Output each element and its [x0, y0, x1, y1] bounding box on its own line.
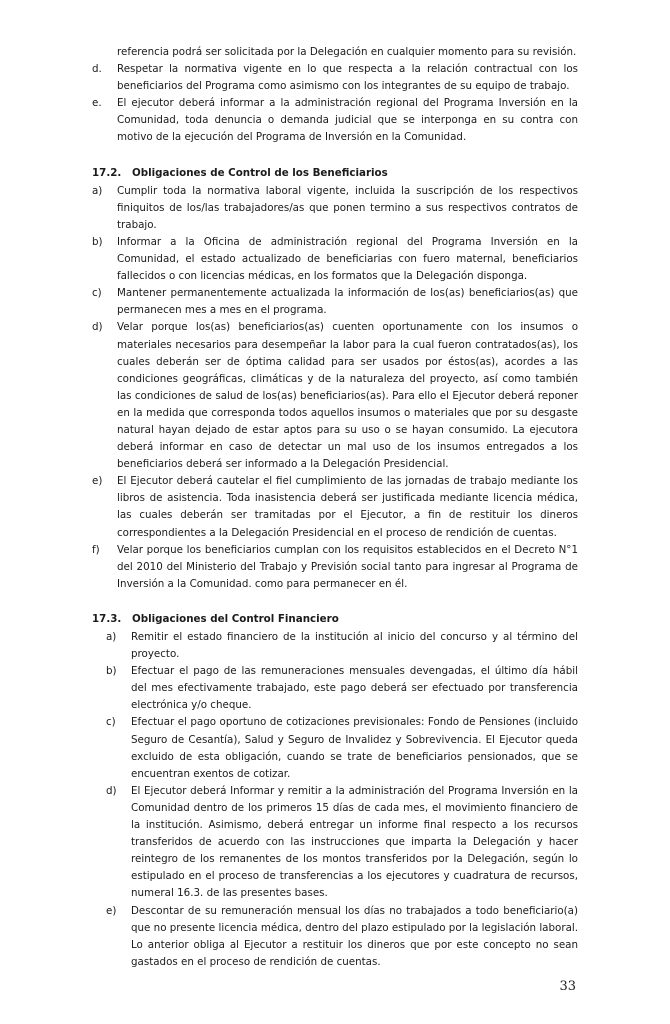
section-number: 17.2.	[92, 166, 122, 179]
list-item	[92, 319, 578, 473]
list-marker: d)	[106, 784, 117, 797]
section-heading-17-2	[92, 165, 578, 182]
list-item-text: Efectuar el pago oportuno de cotizaciones previsionales: Fondo de Pensiones (incluido Seguro de Cesantía), Salud y Seguro de Invalidez y Sobrevivencia. El Ejecutor queda excluido de esta obligación, cuando se trate de beneficiarios pensionados, que se encuentran exentos de cotizar.	[131, 716, 578, 780]
list-marker: b)	[106, 665, 117, 678]
section-title: Obligaciones de Control de los Beneficiarios	[132, 166, 388, 179]
section-number: 17.3.	[92, 612, 122, 625]
list-item	[92, 95, 578, 146]
list-item-text: Velar porque los(as) beneficiarios(as) cuenten oportunamente con los insumos o materiales necesarios para desempeñar la labor para la cual fueron contratados(as), los cuales deberán ser de óptima calidad para ser usados por éstos(as), acordes a las condiciones geográficas, climáticas y de la naturaleza del proyecto, así como también las condiciones de salud de los(as) beneficiarios(as). Para ello el Ejecutor deberá reponer en la medida que corresponda todos aquellos insumos o materiales que por su desgaste natural hayan dejado de estar aptos para su uso o se hayan consumido. La ejecutora deberá informar en caso de detectar un mal uso de los insumos entregados a los beneficiarios deberá ser informado a la Delegación Presidencial.	[117, 321, 578, 471]
list-marker: e.	[92, 97, 102, 110]
list-item	[106, 903, 578, 971]
list-item-text: Descontar de su remuneración mensual los días no trabajados a todo beneficiario(a) que no presente licencia médica, dentro del plazo estipulado por la legislación laboral. Lo anterior obliga al Ejecutor a restituir los dineros que por este concepto no sean gastados en el proceso de rendición de cuentas.	[131, 904, 579, 968]
list-item	[106, 663, 578, 714]
list-marker: c)	[92, 287, 102, 300]
list-item-text: El Ejecutor deberá cautelar el fiel cumplimiento de las jornadas de trabajo mediante los libros de asistencia. Toda inasistencia deberá ser justificada mediante licencia médica, las cuales deberán ser tramitadas por el Ejecutor, a fin de restituir los dineros correspondientes a la Delegación Presidencial en el proceso de rendición de cuentas.	[117, 475, 578, 539]
list-item-text: Velar porque los beneficiarios cumplan con los requisitos establecidos en el Decreto N°1 del 2010 del Ministerio del Trabajo y Previsión social tanto para ingresar al Programa de Inversión a la Comunidad. como para permanecer en él.	[117, 543, 578, 590]
list-marker: b)	[92, 235, 103, 248]
list-marker: a)	[106, 631, 117, 643]
list-item	[106, 714, 578, 782]
page-number: 33	[559, 979, 576, 994]
list-item-text: El ejecutor deberá informar a la administración regional del Programa Inversión en la Comunidad, toda denuncia o demanda judicial que se interponga en su contra con motivo de la ejecución del Programa de Inversión en la Comunidad.	[117, 97, 578, 144]
list-marker: e)	[106, 904, 117, 917]
list-item-text: Mantener permanentemente actualizada la información de los(as) beneficiarios(as) que permanecen mes a mes en el programa.	[117, 287, 578, 317]
section-heading-17-3	[92, 611, 578, 628]
list-marker: e)	[92, 475, 103, 488]
list-item	[92, 473, 578, 541]
section-17-3-list	[92, 629, 578, 971]
list-marker: c)	[106, 716, 116, 729]
list-item-text: Informar a la Oficina de administración regional del Programa Inversión en la Comunidad, el estado actualizado de beneficiarias con fuero maternal, beneficiarios fallecidos o con licencias médicas, en los formatos que la Delegación disponga.	[117, 235, 578, 283]
list-item-text: El Ejecutor deberá Informar y remitir a la administración del Programa Inversión en la Comunidad dentro de los primeros 15 días de cada mes, el movimiento financiero de la institución. Asimismo, deberá entregar un informe final respecto a los recursos transferidos de acuerdo con las instrucciones que imparta la Delegación y hacer reintegro de los remanentes de los montos transferidos por la Delegación, según lo estipulado en el proceso de transferencias a los ejecutores y cuadratura de recursos, numeral 16.3. de las presentes bases.	[131, 784, 578, 900]
list-item-text: Respetar la normativa vigente en lo que respecta a la relación contractual con los beneficiarios del Programa como asimismo con los integrantes de su equipo de trabajo.	[117, 63, 578, 93]
list-item-text: Efectuar el pago de las remuneraciones mensuales devengadas, el último día hábil del mes efectivamente trabajado, este pago deberá ser efectuado por transferencia electrónica y/o cheque.	[131, 665, 578, 712]
intro-list	[92, 61, 578, 146]
list-item	[92, 61, 578, 95]
list-marker: a)	[92, 184, 103, 197]
list-item	[92, 234, 578, 285]
list-item	[92, 285, 578, 319]
list-item-text: Remitir el estado financiero de la institución al inicio del concurso y al término del proyecto.	[131, 631, 578, 661]
section-17-2-list	[92, 183, 578, 593]
section-title: Obligaciones del Control Financiero	[132, 612, 339, 625]
list-marker: d.	[92, 63, 102, 76]
list-item	[92, 183, 578, 234]
list-marker: d)	[92, 321, 103, 334]
continued-paragraph: referencia podrá ser solicitada por la Delegación en cualquier momento para su revisión.	[117, 46, 577, 58]
list-item	[106, 783, 578, 903]
list-marker: f)	[92, 543, 100, 556]
list-item	[92, 542, 578, 593]
list-item-text: Cumplir toda la normativa laboral vigente, incluida la suscripción de los respectivos finiquitos de los/las trabajadores/as que ponen termino a sus respectivos contratos de trabajo.	[117, 184, 578, 231]
list-item	[106, 629, 578, 663]
